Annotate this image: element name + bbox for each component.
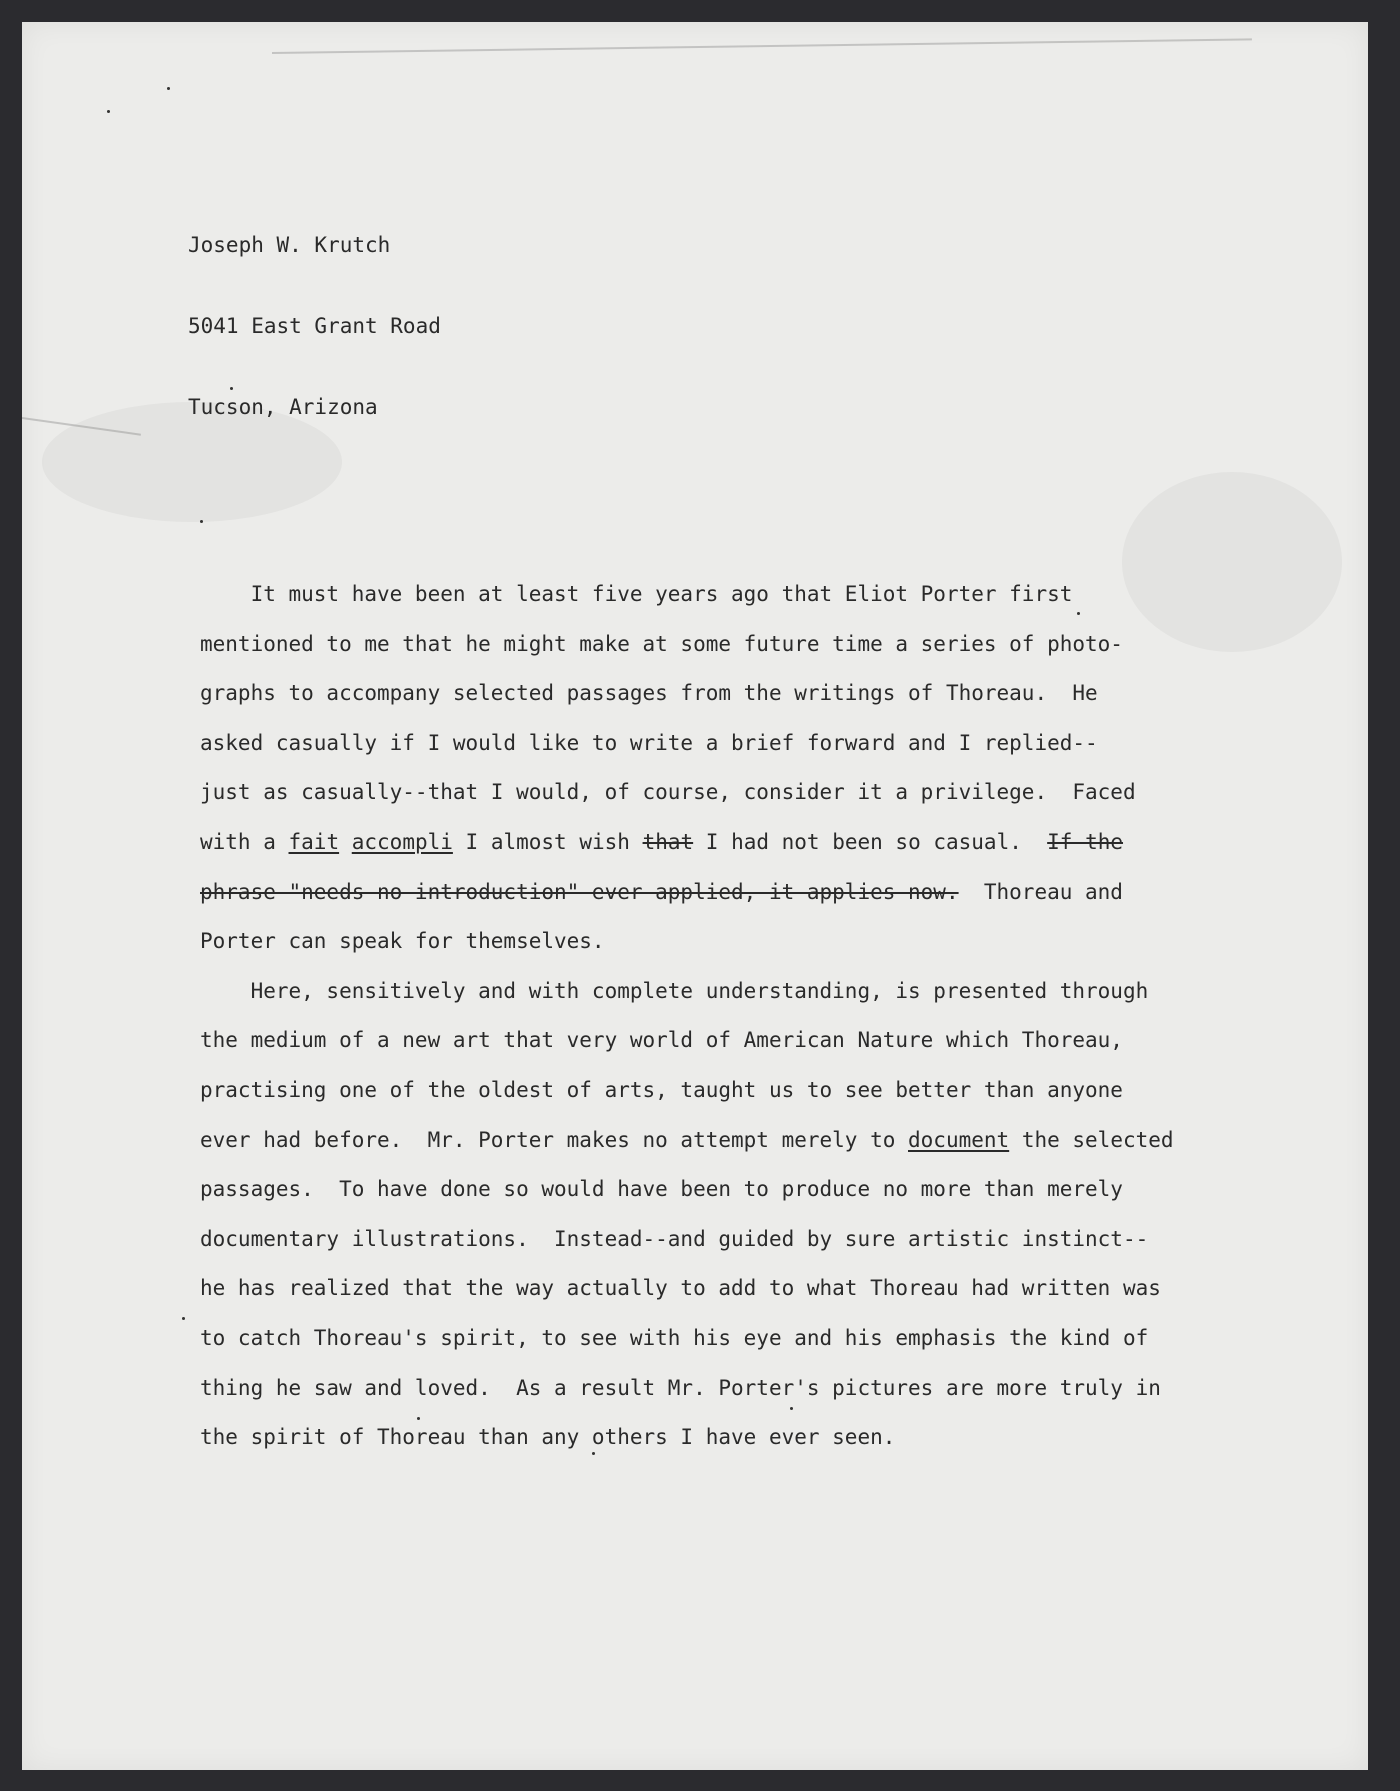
text-segment: just as casually--that I would, of course, consider it a privilege. Faced	[200, 780, 1136, 805]
text-line	[200, 669, 1174, 719]
struck-text: that	[642, 829, 694, 854]
text-segment: to catch Thoreau's spirit, to see with his eye and his emphasis the kind of	[200, 1325, 1149, 1350]
text-line	[200, 818, 1174, 868]
text-segment: asked casually if I would like to write a brief forward and I replied--	[200, 730, 1098, 755]
sender-street: 5041 East Grant Road	[188, 314, 441, 338]
text-segment: documentary illustrations. Instead--and guided by sure artistic instinct--	[200, 1226, 1149, 1251]
text-segment: thing he saw and loved. As a result Mr. Porter's pictures are more truly in	[200, 1375, 1161, 1400]
paragraph	[200, 570, 1174, 967]
text-segment: practising one of the oldest of arts, taught us to see better than anyone	[200, 1077, 1123, 1102]
text-line	[200, 967, 1174, 1017]
text-segment: graphs to accompany selected passages from the writings of Thoreau. He	[200, 681, 1098, 706]
text-segment: the medium of a new art that very world of American Nature which Thoreau,	[200, 1028, 1123, 1053]
letter-body	[200, 570, 1174, 1463]
sender-name: Joseph W. Krutch	[188, 233, 391, 257]
ink-speck	[200, 520, 203, 523]
text-segment: I almost wish	[452, 829, 643, 854]
text-line	[200, 1116, 1174, 1166]
sender-city: Tucson, Arizona	[188, 395, 378, 419]
text-line	[200, 868, 1174, 918]
underlined-text: document	[908, 1127, 1010, 1152]
text-line	[200, 1066, 1174, 1116]
text-segment: ever had before. Mr. Porter makes no attempt merely to	[200, 1127, 909, 1152]
text-segment: passages. To have done so would have been to produce no more than merely	[200, 1177, 1123, 1202]
text-line	[200, 1016, 1174, 1066]
fold-line	[272, 38, 1252, 54]
text-line	[200, 1215, 1174, 1265]
text-line	[200, 1413, 1174, 1463]
text-line	[200, 1264, 1174, 1314]
struck-text: phrase "needs no introduction" ever applied, it applies now.	[200, 879, 959, 904]
text-line	[200, 1165, 1174, 1215]
ink-speck	[107, 110, 110, 113]
paragraph	[200, 967, 1174, 1463]
text-segment: with a	[200, 829, 289, 854]
text-line	[200, 768, 1174, 818]
text-line	[200, 1364, 1174, 1414]
text-line	[200, 719, 1174, 769]
text-segment: mentioned to me that he might make at some future time a series of photo-	[200, 631, 1123, 656]
text-segment: the selected	[1009, 1127, 1174, 1152]
struck-text: If the	[1047, 829, 1124, 854]
text-segment: he has realized that the way actually to add to what Thoreau had written was	[200, 1276, 1161, 1301]
text-segment: Porter can speak for themselves.	[200, 929, 605, 954]
sender-address-block	[188, 178, 441, 475]
ink-speck	[182, 1317, 185, 1320]
text-segment	[339, 830, 352, 854]
text-line	[200, 570, 1174, 620]
text-line	[200, 1314, 1174, 1364]
ink-speck	[167, 87, 170, 90]
text-segment: It must have been at least five years ago that Eliot Porter first	[200, 582, 1073, 606]
underlined-text: accompli	[351, 829, 453, 854]
text-line	[200, 620, 1174, 670]
text-line	[200, 917, 1174, 967]
underlined-text: fait	[288, 829, 340, 854]
text-segment: I had not been so casual.	[693, 829, 1048, 854]
text-segment: Thoreau and	[958, 879, 1123, 904]
text-segment: the spirit of Thoreau than any others I have ever seen.	[200, 1425, 896, 1450]
text-segment: Here, sensitively and with complete understanding, is presented through	[200, 978, 1149, 1003]
